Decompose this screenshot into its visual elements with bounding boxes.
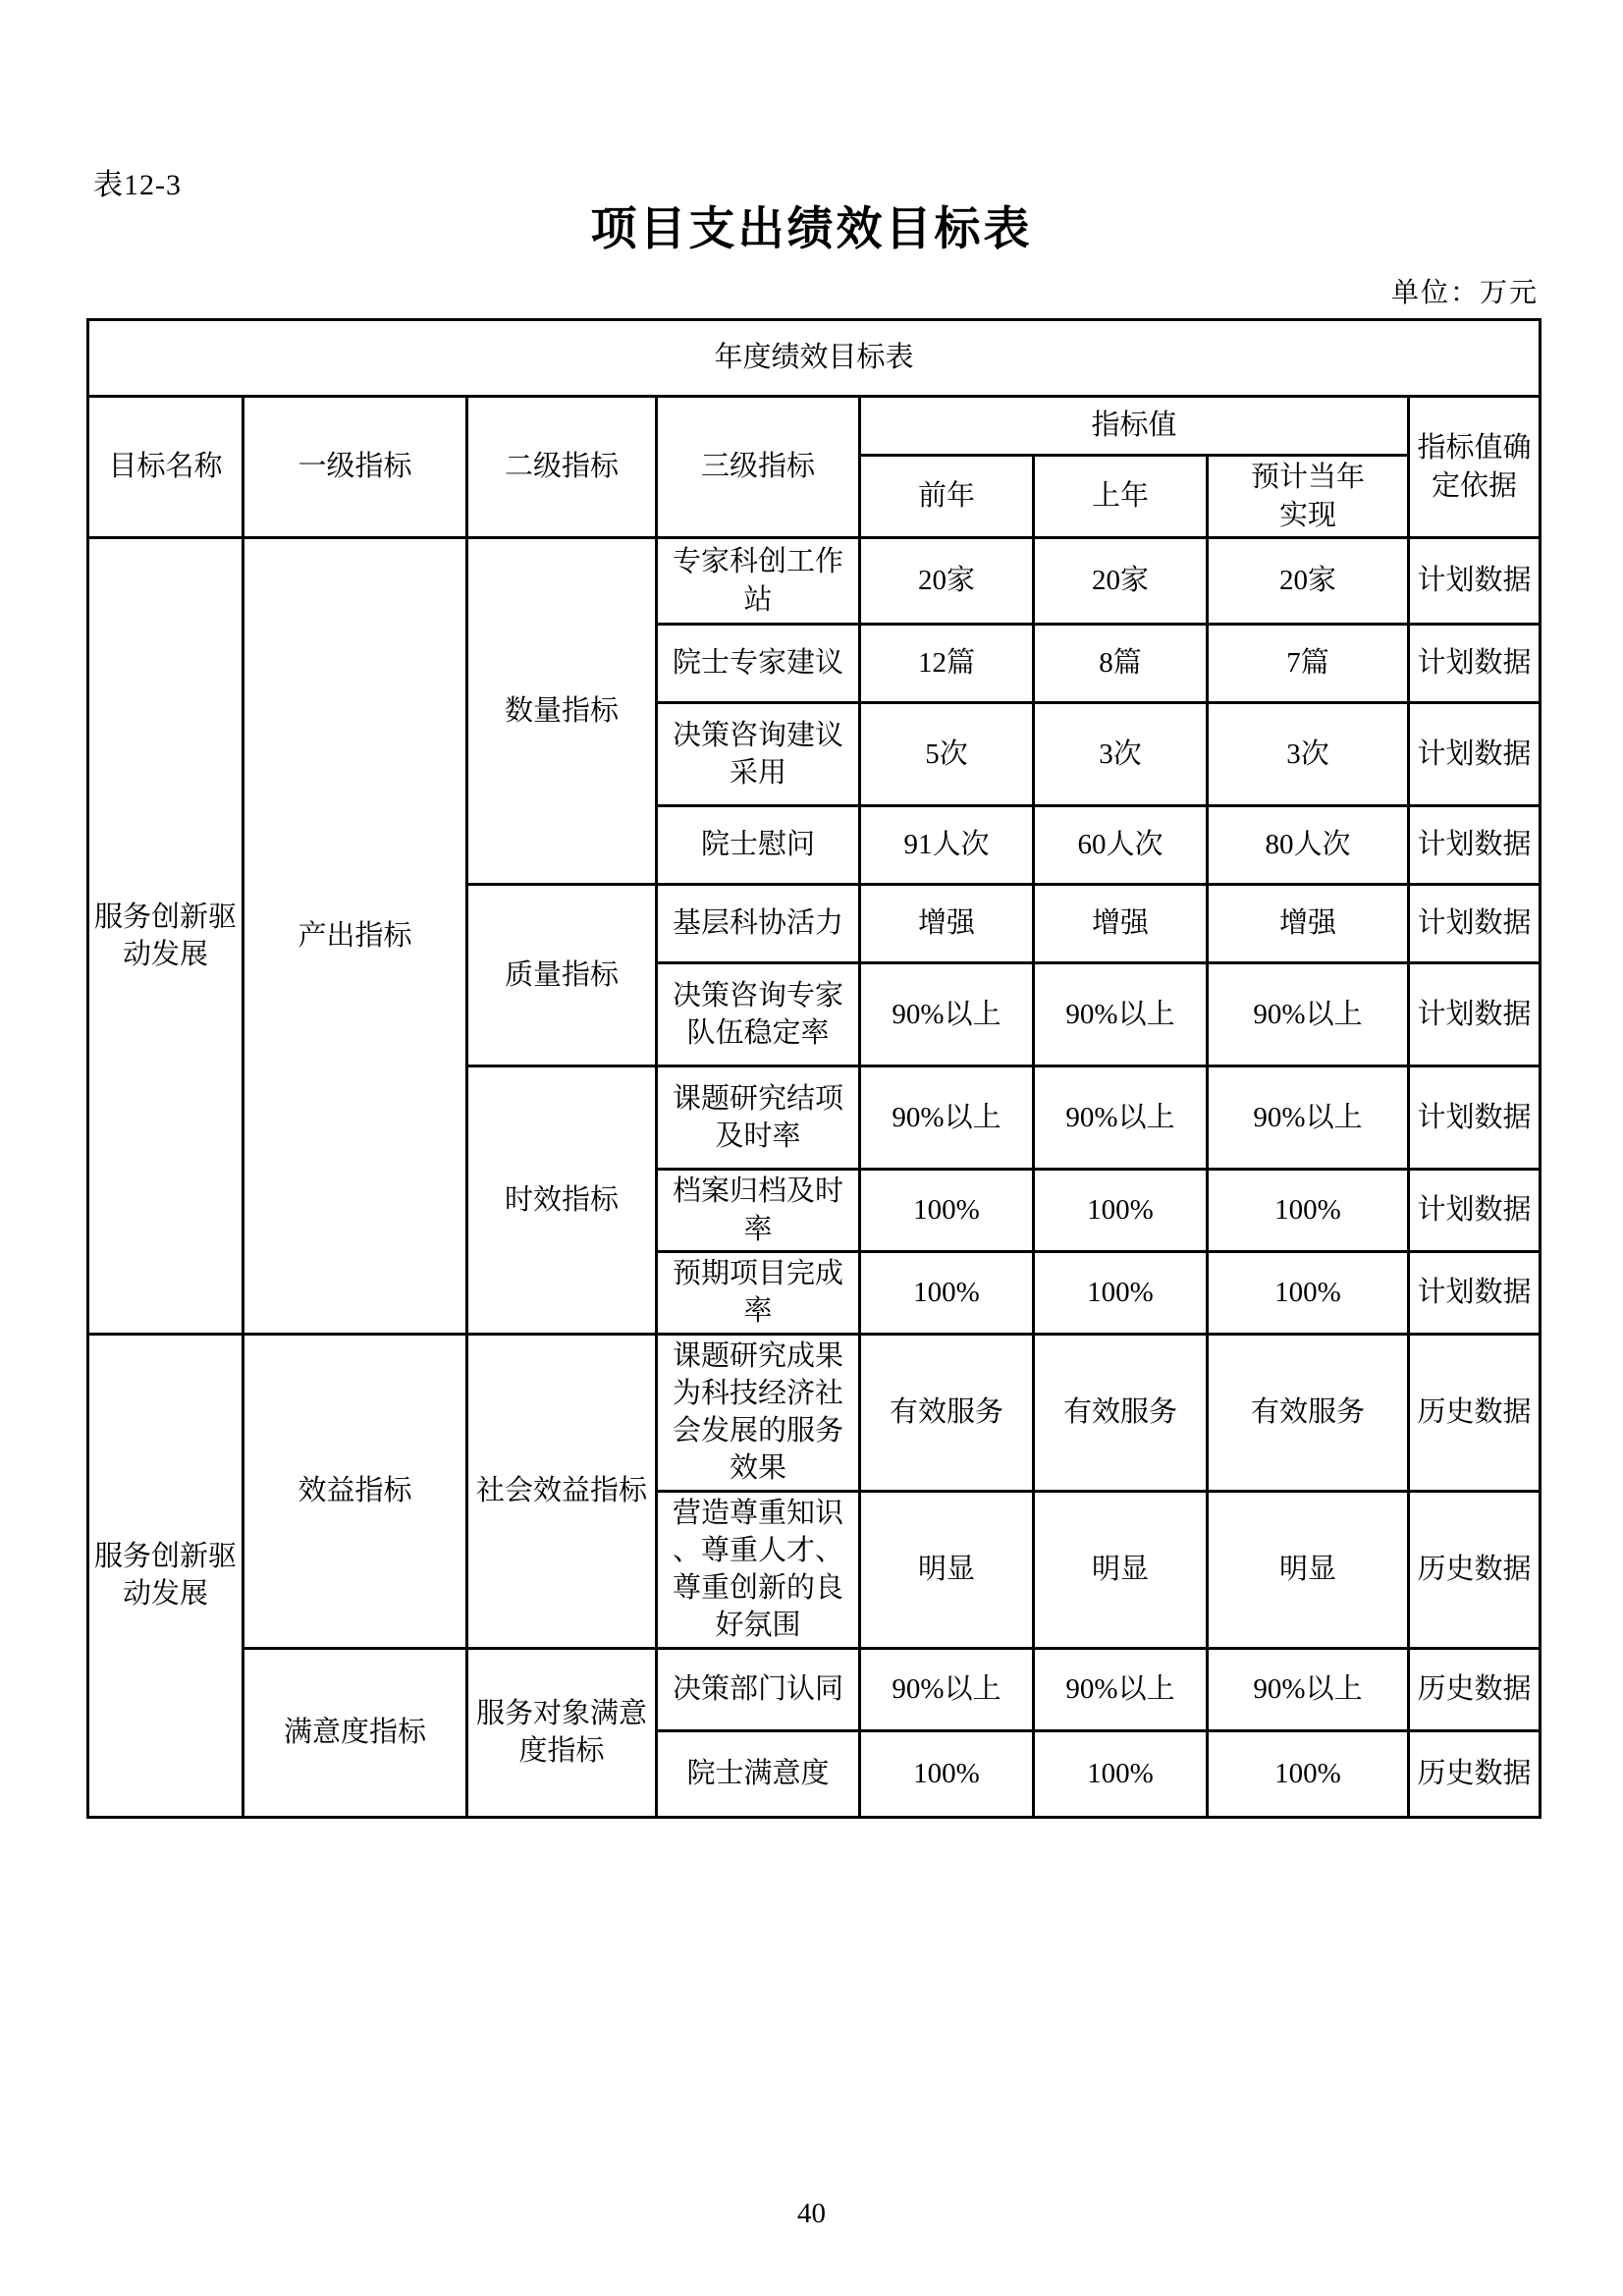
value-year-before-last-cell: 有效服务	[860, 1334, 1034, 1491]
page-title: 项目支出绩效目标表	[590, 204, 1033, 255]
header-value-basis: 指标值确定依据	[1409, 397, 1541, 538]
table-row	[88, 1648, 1541, 1730]
basis-cell: 历史数据	[1409, 1730, 1541, 1817]
header-level1: 一级指标	[243, 397, 467, 538]
value-expected-cell: 100%	[1208, 1252, 1409, 1335]
value-expected-cell: 20家	[1208, 538, 1409, 625]
level3-cell: 课题研究结项及时率	[657, 1066, 860, 1170]
level1-cell-satisfaction: 满意度指标	[243, 1648, 467, 1817]
value-year-before-last-cell: 12篇	[860, 625, 1034, 703]
value-year-before-last-cell: 增强	[860, 885, 1034, 963]
level2-cell-quantity: 数量指标	[467, 538, 657, 885]
value-last-year-cell: 100%	[1034, 1730, 1208, 1817]
level3-cell: 院士慰问	[657, 806, 860, 885]
value-expected-cell: 100%	[1208, 1170, 1409, 1252]
value-expected-cell: 100%	[1208, 1730, 1409, 1817]
level2-cell-service-satisfaction: 服务对象满意度指标	[467, 1648, 657, 1817]
value-expected-cell: 明显	[1208, 1491, 1409, 1648]
level3-cell: 院士满意度	[657, 1730, 860, 1817]
value-year-before-last-cell: 100%	[860, 1252, 1034, 1335]
value-last-year-cell: 增强	[1034, 885, 1208, 963]
value-year-before-last-cell: 90%以上	[860, 1066, 1034, 1170]
level3-cell: 基层科协活力	[657, 885, 860, 963]
value-last-year-cell: 90%以上	[1034, 1066, 1208, 1170]
header-expected-current-year	[1208, 456, 1409, 538]
value-expected-cell: 80人次	[1208, 806, 1409, 885]
level1-cell-benefit: 效益指标	[243, 1334, 467, 1648]
basis-cell: 计划数据	[1409, 1066, 1541, 1170]
value-year-before-last-cell: 5次	[860, 703, 1034, 806]
basis-cell: 计划数据	[1409, 703, 1541, 806]
value-last-year-cell: 3次	[1034, 703, 1208, 806]
basis-cell: 计划数据	[1409, 806, 1541, 885]
basis-cell: 计划数据	[1409, 1252, 1541, 1335]
basis-cell: 计划数据	[1409, 1170, 1541, 1252]
level3-cell: 决策咨询专家队伍稳定率	[657, 963, 860, 1066]
basis-cell: 计划数据	[1409, 625, 1541, 703]
value-expected-cell: 90%以上	[1208, 963, 1409, 1066]
goal-name-cell-b: 服务创新驱动发展	[88, 1334, 243, 1817]
value-year-before-last-cell: 91人次	[860, 806, 1034, 885]
table-row	[88, 538, 1541, 625]
level3-cell: 档案归档及时率	[657, 1170, 860, 1252]
header-level3: 三级指标	[657, 397, 860, 538]
basis-cell: 计划数据	[1409, 963, 1541, 1066]
basis-cell: 历史数据	[1409, 1491, 1541, 1648]
header-expected-current-year-text: 预计当年实现	[1250, 462, 1365, 531]
performance-target-table	[86, 318, 1542, 1819]
value-expected-cell: 有效服务	[1208, 1334, 1409, 1491]
level3-cell: 院士专家建议	[657, 625, 860, 703]
value-expected-cell: 90%以上	[1208, 1066, 1409, 1170]
value-last-year-cell: 100%	[1034, 1170, 1208, 1252]
page-number: 40	[797, 2198, 826, 2229]
value-last-year-cell: 明显	[1034, 1491, 1208, 1648]
level1-cell-output: 产出指标	[243, 538, 467, 1335]
basis-cell: 历史数据	[1409, 1648, 1541, 1730]
header-goal-name: 目标名称	[88, 397, 243, 538]
value-year-before-last-cell: 100%	[860, 1170, 1034, 1252]
table-caption-row	[88, 320, 1541, 397]
level2-cell-timeliness: 时效指标	[467, 1066, 657, 1335]
value-year-before-last-cell: 明显	[860, 1491, 1034, 1648]
value-expected-cell: 90%以上	[1208, 1648, 1409, 1730]
value-expected-cell: 7篇	[1208, 625, 1409, 703]
value-expected-cell: 3次	[1208, 703, 1409, 806]
level3-cell: 专家科创工作站	[657, 538, 860, 625]
level3-cell: 课题研究成果为科技经济社会发展的服务效果	[657, 1334, 860, 1491]
goal-name-cell-a: 服务创新驱动发展	[88, 538, 243, 1335]
value-expected-cell: 增强	[1208, 885, 1409, 963]
value-year-before-last-cell: 20家	[860, 538, 1034, 625]
table-row	[88, 1334, 1541, 1491]
level3-cell: 预期项目完成率	[657, 1252, 860, 1335]
value-last-year-cell: 90%以上	[1034, 1648, 1208, 1730]
value-last-year-cell: 8篇	[1034, 625, 1208, 703]
table-caption-cell: 年度绩效目标表	[88, 320, 1541, 397]
level2-cell-quality: 质量指标	[467, 885, 657, 1066]
header-last-year: 上年	[1034, 456, 1208, 538]
value-last-year-cell: 90%以上	[1034, 963, 1208, 1066]
value-last-year-cell: 60人次	[1034, 806, 1208, 885]
level3-cell: 营造尊重知识、尊重人才、尊重创新的良好氛围	[657, 1491, 860, 1648]
basis-cell: 计划数据	[1409, 538, 1541, 625]
header-row-1	[88, 397, 1541, 456]
basis-cell: 历史数据	[1409, 1334, 1541, 1491]
value-year-before-last-cell: 100%	[860, 1730, 1034, 1817]
level3-cell: 决策部门认同	[657, 1648, 860, 1730]
header-year-before-last: 前年	[860, 456, 1034, 538]
value-last-year-cell: 有效服务	[1034, 1334, 1208, 1491]
value-year-before-last-cell: 90%以上	[860, 963, 1034, 1066]
header-level2: 二级指标	[467, 397, 657, 538]
basis-cell: 计划数据	[1409, 885, 1541, 963]
value-last-year-cell: 100%	[1034, 1252, 1208, 1335]
header-value-group: 指标值	[860, 397, 1409, 456]
value-year-before-last-cell: 90%以上	[860, 1648, 1034, 1730]
level2-cell-social-benefit: 社会效益指标	[467, 1334, 657, 1648]
value-last-year-cell: 20家	[1034, 538, 1208, 625]
unit-note: 单位：万元	[1390, 278, 1539, 308]
level3-cell: 决策咨询建议采用	[657, 703, 860, 806]
table-number-label: 表12-3	[93, 169, 182, 201]
